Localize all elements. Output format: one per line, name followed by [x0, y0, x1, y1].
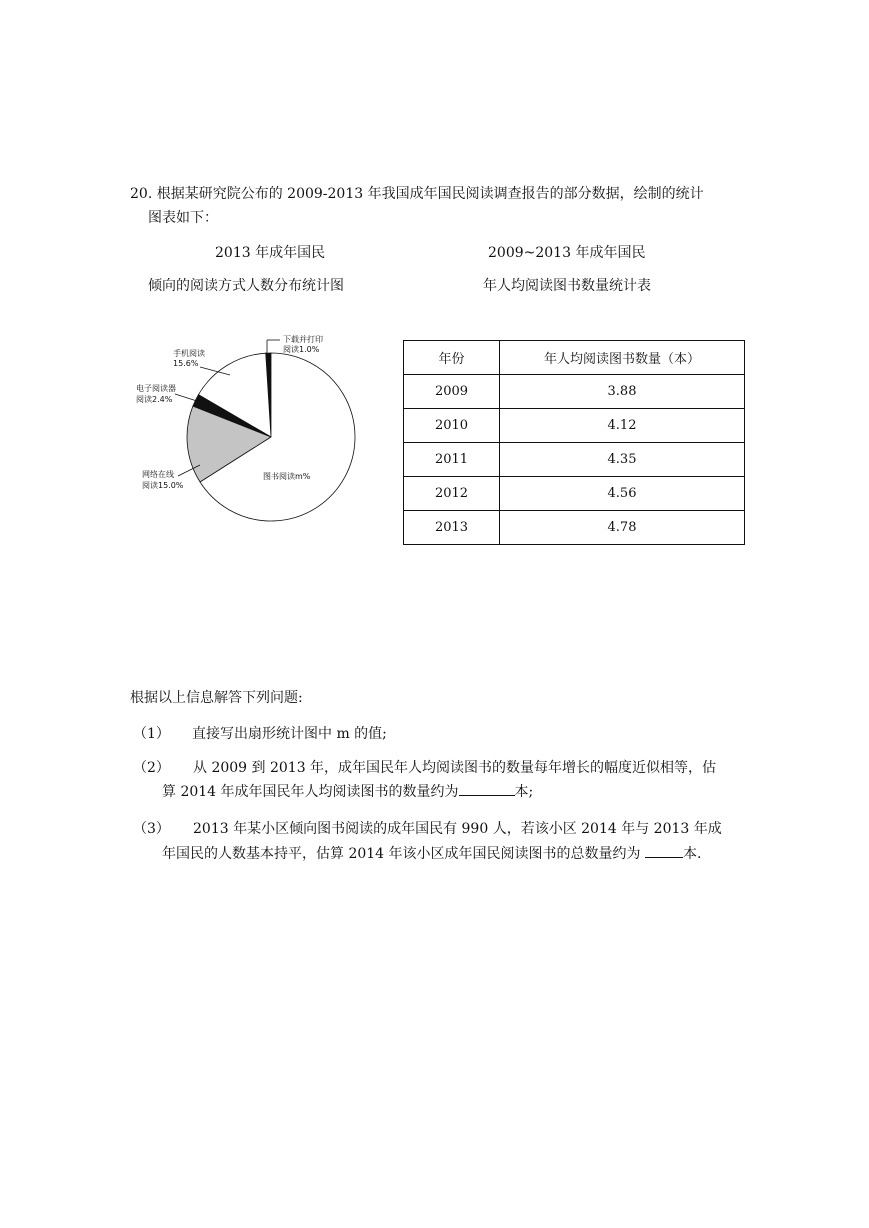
table-cell-year: 2010	[404, 409, 500, 443]
item-3-line-2-end: 本.	[682, 846, 702, 862]
question-line-2: 图表如下：	[148, 210, 218, 226]
table-row	[404, 443, 745, 477]
table-cell-year: 2012	[404, 477, 500, 511]
table-caption-line-1: 2009~2013 年成年国民	[488, 245, 646, 261]
item-3-line-2	[162, 843, 701, 863]
table-cell-quantity: 4.35	[500, 443, 745, 477]
item-2-line-2	[162, 781, 533, 801]
answer-blank-3[interactable]	[645, 845, 683, 858]
table-cell-quantity: 4.56	[500, 477, 745, 511]
question-line-1: 20. 根据某研究院公布的 2009-2013 年我国成年国民阅读调查报告的部分数据，绘制的统计	[130, 186, 704, 202]
pie-label-online-1: 网络在线	[142, 470, 174, 479]
table-cell-year: 2009	[404, 375, 500, 409]
pie-label-download-1: 下载并打印	[283, 335, 323, 344]
chart-caption-line-2: 倾向的阅读方式人数分布统计图	[148, 278, 344, 294]
table-header-quantity: 年人均阅读图书数量（本）	[500, 341, 745, 375]
table-row	[404, 375, 745, 409]
item-3-number: （3）	[133, 821, 170, 837]
answer-blank-2[interactable]	[459, 783, 515, 796]
pie-label-book: 图书阅读m%	[263, 472, 311, 481]
table-cell-quantity: 4.12	[500, 409, 745, 443]
pie-label-mobile-2: 15.6%	[173, 359, 199, 368]
table-cell-year: 2013	[404, 511, 500, 545]
table-header-year: 年份	[404, 341, 500, 375]
reading-stats-table	[403, 340, 745, 545]
pie-label-online-2: 阅读15.0%	[142, 481, 184, 490]
table-header-row	[404, 341, 745, 375]
table-row	[404, 477, 745, 511]
chart-caption-line-1: 2013 年成年国民	[215, 245, 326, 261]
table-row	[404, 511, 745, 545]
item-3-line-2-start: 年国民的人数基本持平，估算 2014 年该小区成年国民阅读图书的总数量约为	[162, 846, 641, 862]
item-1-text: 直接写出扇形统计图中 m 的值;	[192, 726, 387, 742]
pie-label-download-2: 阅读1.0%	[283, 345, 320, 354]
pie-label-ereader-2: 阅读2.4%	[136, 395, 173, 404]
table-caption-line-2: 年人均阅读图书数量统计表	[483, 278, 651, 294]
item-2-line-1: 从 2009 到 2013 年，成年国民年人均阅读图书的数量每年增长的幅度近似相等，估	[193, 760, 717, 776]
item-2-line-2-start: 算 2014 年成年国民年人均阅读图书的数量约为	[162, 784, 459, 800]
pie-label-ereader-1: 电子阅读器	[136, 384, 176, 393]
table-cell-year: 2011	[404, 443, 500, 477]
table-cell-quantity: 3.88	[500, 375, 745, 409]
answer-prompt: 根据以上信息解答下列问题:	[130, 690, 303, 706]
table-cell-quantity: 4.78	[500, 511, 745, 545]
item-3-line-1: 2013 年某小区倾向图书阅读的成年国民有 990 人，若该小区 2014 年与 2013 年成	[193, 821, 722, 837]
table-row	[404, 409, 745, 443]
pie-label-mobile-1: 手机阅读	[173, 349, 205, 358]
item-2-line-2-end: 本;	[514, 784, 534, 800]
item-1-number: （1）	[133, 726, 170, 742]
item-2-number: （2）	[133, 760, 170, 776]
